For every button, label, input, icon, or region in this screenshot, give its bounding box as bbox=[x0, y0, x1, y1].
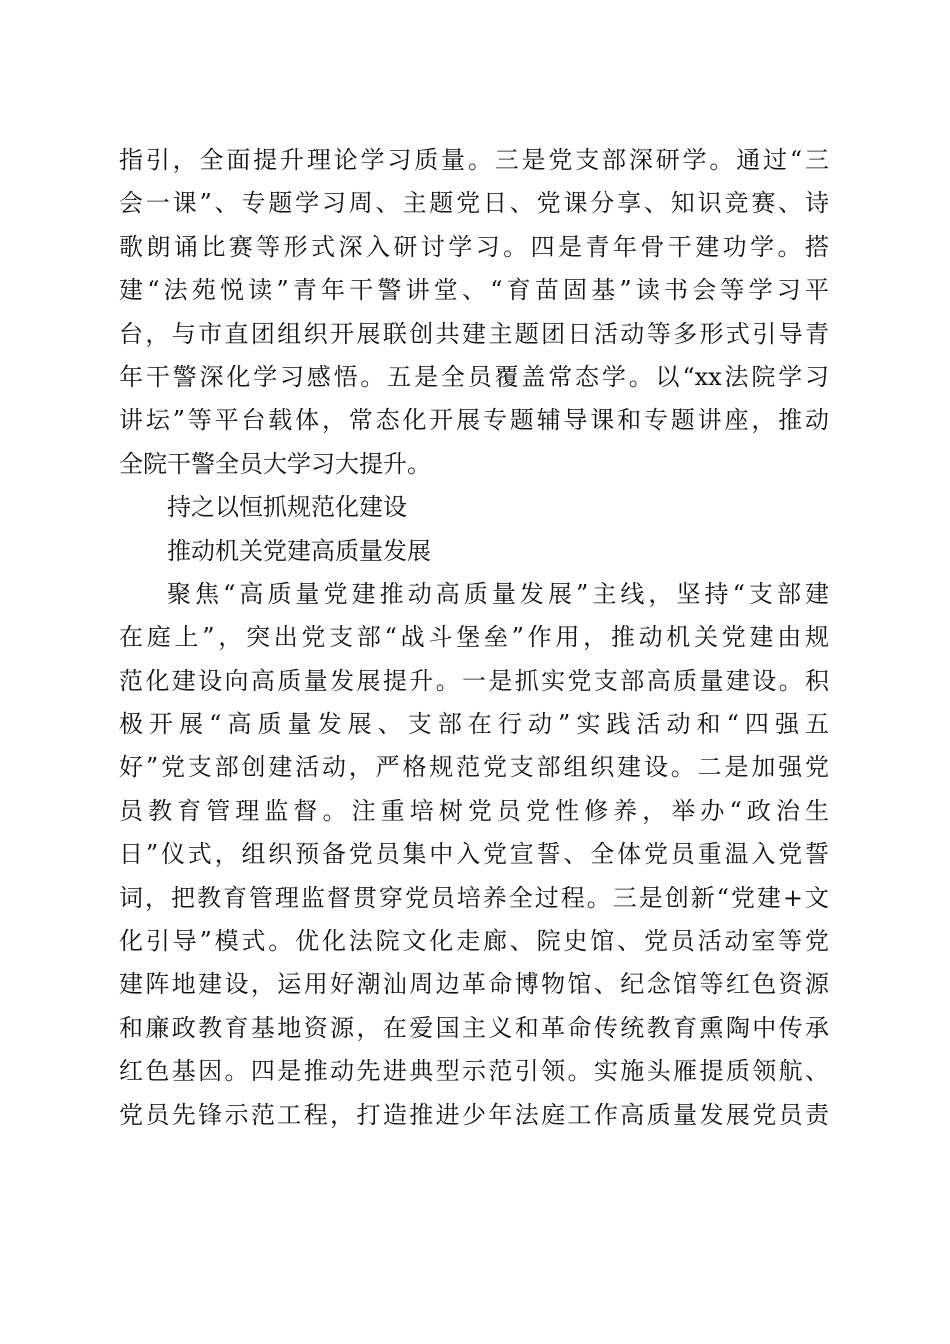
paragraph-study-methods bbox=[119, 139, 829, 486]
heading-line-1: 持之以恒抓规范化建设 bbox=[167, 493, 407, 522]
text-line: 员教育管理监督。注重培树党员党性修养，举办“政治生 bbox=[119, 796, 829, 825]
text-line: 建“法苑悦读”青年干警讲堂、“育苗固基”读书会等学习平 bbox=[119, 276, 829, 305]
text-line: 极开展“高质量发展、支部在行动”实践活动和“四强五 bbox=[119, 710, 829, 739]
text-line: 会一课”、专题学习周、主题党日、党课分享、知识竞赛、诗 bbox=[119, 189, 829, 218]
text-line: 词，把教育管理监督贯穿党员培养全过程。三是创新“党建+文 bbox=[119, 883, 829, 912]
section-heading bbox=[119, 486, 829, 573]
document-body bbox=[119, 139, 829, 1137]
text-line: 红色基因。四是推动先进典型示范引领。实施头雁提质领航、 bbox=[119, 1057, 829, 1086]
text-line: 台，与市直团组织开展联创共建主题团日活动等多形式引导青 bbox=[119, 319, 829, 348]
text-line: 讲坛”等平台载体，常态化开展专题辅导课和专题讲座，推动 bbox=[119, 406, 829, 435]
text-line: 化引导”模式。优化法院文化走廊、院史馆、党员活动室等党 bbox=[119, 927, 829, 956]
text-line: 全院干警全员大学习大提升。 bbox=[119, 449, 431, 478]
text-line: 日”仪式，组织预备党员集中入党宣誓、全体党员重温入党誓 bbox=[119, 840, 829, 869]
text-line: 范化建设向高质量发展提升。一是抓实党支部高质量建设。积 bbox=[119, 666, 829, 695]
text-line: 党员先锋示范工程，打造推进少年法庭工作高质量发展党员责 bbox=[119, 1100, 829, 1129]
text-line: 好”党支部创建活动，严格规范党支部组织建设。二是加强党 bbox=[119, 753, 829, 782]
text-line: 在庭上”，突出党支部“战斗堡垒”作用，推动机关党建由规 bbox=[119, 623, 829, 652]
text-line: 年干警深化学习感悟。五是全员覆盖常态学。以“xx法院学习 bbox=[119, 362, 829, 391]
text-line: 指引，全面提升理论学习质量。三是党支部深研学。通过“三 bbox=[119, 146, 829, 174]
text-line: 聚焦“高质量党建推动高质量发展”主线，坚持“支部建 bbox=[167, 579, 829, 608]
heading-line-2: 推动机关党建高质量发展 bbox=[167, 536, 431, 565]
text-line: 歌朗诵比赛等形式深入研讨学习。四是青年骨干建功学。搭 bbox=[119, 232, 829, 261]
text-line: 和廉政教育基地资源，在爱国主义和革命传统教育熏陶中传承 bbox=[119, 1013, 829, 1042]
text-line: 建阵地建设，运用好潮汕周边革命博物馆、纪念馆等红色资源 bbox=[119, 970, 829, 999]
paragraph-party-building bbox=[119, 573, 829, 1137]
